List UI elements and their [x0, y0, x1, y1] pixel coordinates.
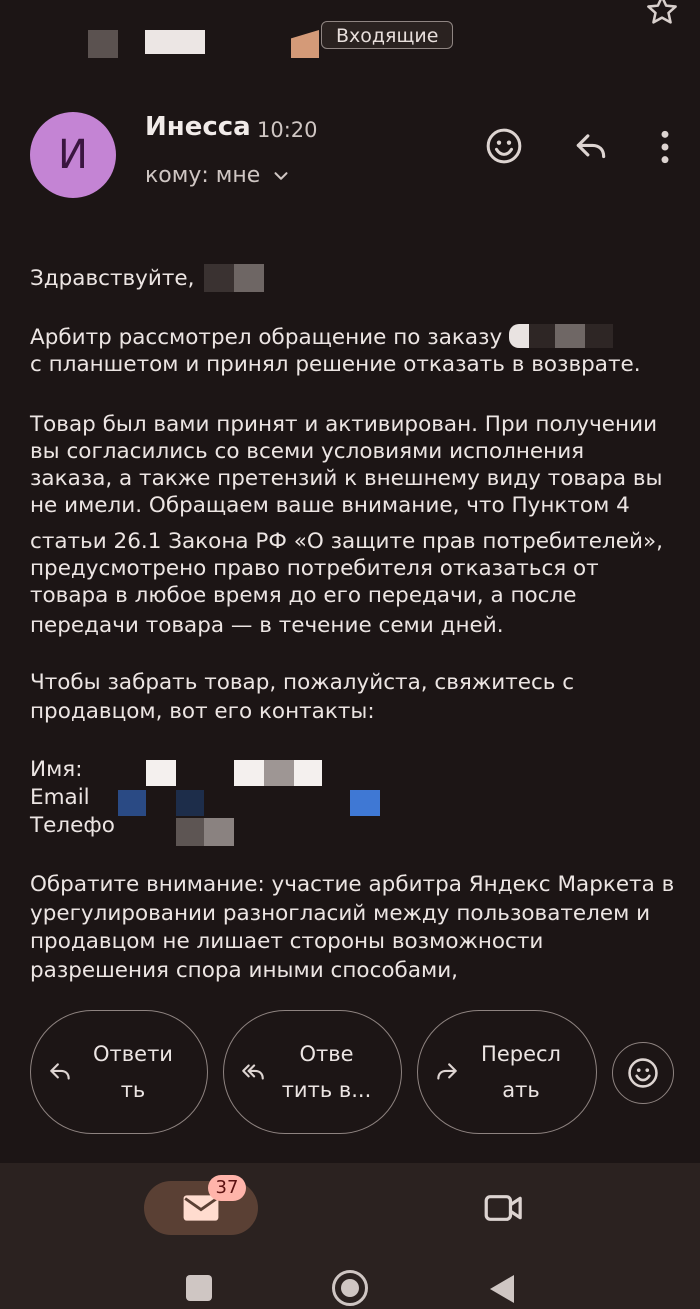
reply-label: Ответи ть — [93, 1042, 173, 1102]
redacted-block — [291, 30, 319, 58]
redacted-block — [234, 264, 264, 292]
redacted-block — [509, 324, 529, 348]
paragraph-line: Обратите внимание: участие арбитра Яндекс Маркета в — [30, 872, 675, 897]
unread-count-badge: 37 — [208, 1175, 246, 1201]
contact-name-label: Имя: — [30, 757, 83, 782]
reply-button[interactable] — [30, 1010, 208, 1134]
paragraph-line: Чтобы забрать товар, пожалуйста, свяжитесь с — [30, 670, 575, 695]
paragraph-line: заказа, а также претензий к внешнему виду товара вы — [30, 466, 663, 491]
redacted-block — [555, 324, 585, 348]
avatar[interactable]: И — [30, 112, 116, 198]
contact-phone-label: Телефо — [30, 813, 115, 838]
forward-button[interactable] — [417, 1010, 597, 1134]
paragraph-line: не имели. Обращаем ваше внимание, что Пунктом 4 — [30, 493, 630, 518]
paragraph-line: продавцом не лишает стороны возможности — [30, 929, 544, 954]
chevron-down-icon — [270, 165, 292, 187]
message-time: 10:20 — [257, 118, 318, 142]
redacted-block — [204, 818, 234, 846]
recents-icon[interactable] — [186, 1275, 212, 1301]
redacted-block — [350, 790, 380, 816]
redacted-block — [88, 30, 118, 58]
redacted-block — [234, 760, 264, 786]
paragraph-line: передачи товара — в течение семи дней. — [30, 613, 504, 638]
reply-icon[interactable] — [571, 128, 611, 166]
video-icon[interactable] — [483, 1190, 525, 1226]
paragraph-line: Арбитр рассмотрел обращение по заказу — [30, 325, 503, 350]
reply-icon — [47, 1059, 73, 1085]
paragraph-line: Товар был вами принят и активирован. При получении — [30, 412, 658, 437]
recipient-label: кому: мне — [145, 163, 261, 188]
emoji-reaction-button[interactable] — [612, 1042, 674, 1104]
paragraph-line: с планшетом и принял решение отказать в возврате. — [30, 352, 641, 377]
star-icon[interactable] — [643, 0, 681, 30]
reply-all-label: Отве тить в... — [281, 1042, 372, 1102]
paragraph-line: продавцом, вот его контакты: — [30, 699, 375, 724]
paragraph-line: статьи 26.1 Закона РФ «О защите прав потребителей», — [30, 529, 663, 554]
redacted-block — [264, 760, 294, 786]
paragraph-line: предусмотрено право потребителя отказаться от — [30, 556, 599, 581]
redacted-block — [118, 790, 146, 816]
greeting: Здравствуйте, — [30, 266, 195, 291]
redacted-block — [585, 324, 613, 348]
redacted-block — [529, 324, 555, 348]
sender-name: Инесса — [145, 112, 251, 142]
contact-email-label: Email — [30, 785, 90, 810]
paragraph-line: разрешения спора иными способами, — [30, 958, 459, 983]
paragraph-line: урегулировании разногласий между пользователем и — [30, 901, 651, 926]
forward-icon — [434, 1059, 460, 1085]
more-vert-icon[interactable] — [655, 128, 675, 166]
reply-all-icon — [240, 1059, 266, 1085]
recipient-toggle[interactable] — [145, 163, 292, 188]
back-icon[interactable] — [488, 1273, 516, 1305]
redacted-block — [176, 790, 204, 816]
forward-label: Пересл ать — [481, 1042, 561, 1102]
emoji-icon — [626, 1056, 660, 1090]
redacted-block — [145, 30, 205, 54]
inbox-label-chip[interactable]: Входящие — [321, 21, 453, 49]
bottom-navigation — [0, 1163, 700, 1309]
redacted-block — [146, 760, 176, 786]
redacted-block — [204, 264, 234, 292]
reply-all-button[interactable] — [223, 1010, 402, 1134]
home-icon[interactable] — [332, 1270, 368, 1306]
redacted-block — [176, 818, 204, 846]
paragraph-line: вы согласились со всеми условиями исполнения — [30, 439, 585, 464]
emoji-icon[interactable] — [484, 126, 524, 166]
redacted-block — [294, 760, 322, 786]
paragraph-line: товара в любое время до его передачи, а после — [30, 583, 577, 608]
